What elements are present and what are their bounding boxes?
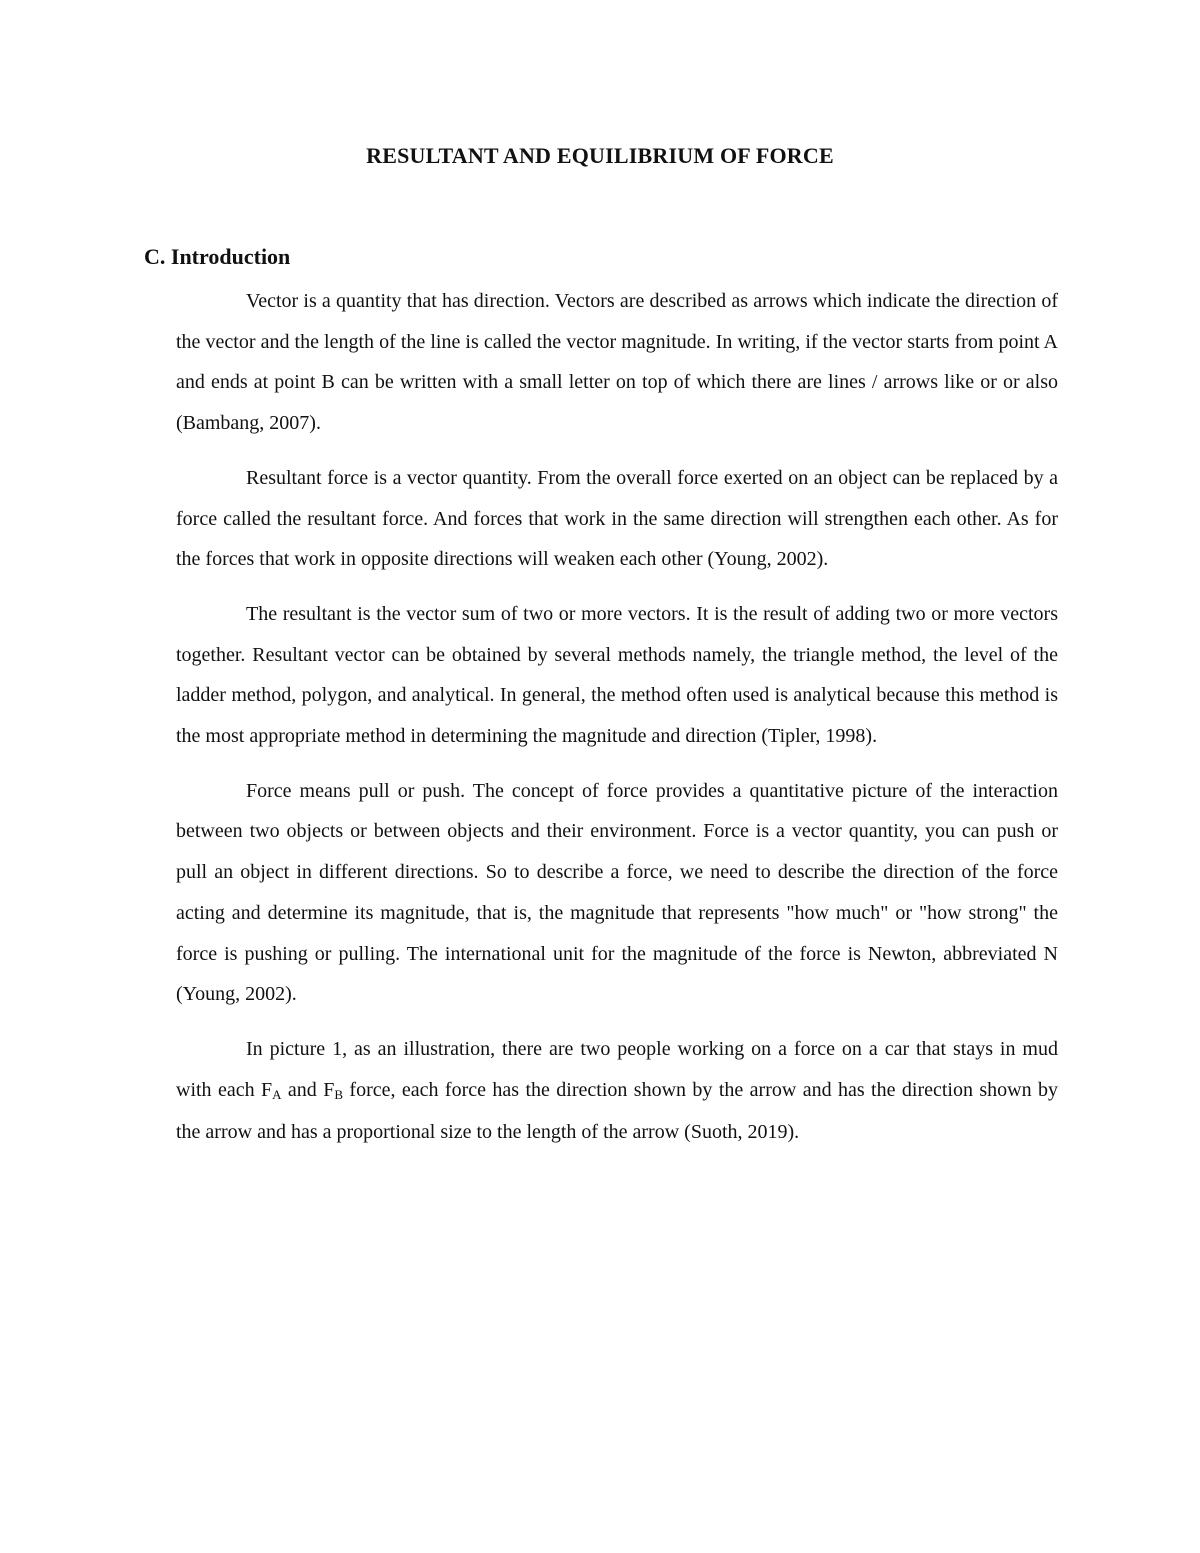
paragraph-force-concept: Force means pull or push. The concept of force provides a quantitative picture of the interaction between two objects or between objects and their environment. Force is a vector quantity, you can push or pull an object in different directions. So to describe a force, we need to describe the direction of the force acting and determine its magnitude, that is, the magnitude that represents "how much" or "how strong" the force is pushing or pulling. The international unit for the magnitude of the force is Newton, abbreviated N (Young, 2002). <box>176 779 1058 1006</box>
section-heading: C. Introduction <box>144 244 291 269</box>
text-segment: force, each force has the direction shown by the arrow and has the direction shown by the arrow and has a proportional size to the length of the arrow (Suoth, 2019). <box>176 1078 1059 1144</box>
subscript-b: B <box>334 1086 343 1102</box>
document-title: RESULTANT AND EQUILIBRIUM OF FORCE <box>366 143 834 168</box>
paragraph-resultant-methods: The resultant is the vector sum of two or more vectors. It is the result of adding two or more vectors together. Resultant vector can be obtained by several methods namely, the triangle method, the level of the ladder method, polygon, and analytical. In general, the method often used is analytical because this method is the most appropriate method in determining the magnitude and direction (Tipler, 1998). <box>176 602 1058 748</box>
paragraph-resultant-force: Resultant force is a vector quantity. From the overall force exerted on an object can be replaced by a force called the resultant force. And forces that work in the same direction will strengthen each other. As for the forces that work in opposite directions will weaken each other (Young, 2002). <box>176 466 1058 571</box>
paragraph-vector-definition: Vector is a quantity that has direction. Vectors are described as arrows which indicate the direction of the vector and the length of the line is called the vector magnitude. In writing, if the vector starts from point A and ends at point B can be written with a small letter on top of which there are lines / arrows like or or also (Bambang, 2007). <box>176 290 1058 435</box>
text-segment: In picture 1, as an illustration, there are two people working on a force on a car that stays in mud with each F <box>176 1037 1058 1101</box>
body-text <box>176 281 1058 1167</box>
text-segment: and F <box>281 1078 335 1101</box>
paragraph-picture-illustration <box>176 1029 1058 1153</box>
subscript-a: A <box>272 1086 282 1102</box>
